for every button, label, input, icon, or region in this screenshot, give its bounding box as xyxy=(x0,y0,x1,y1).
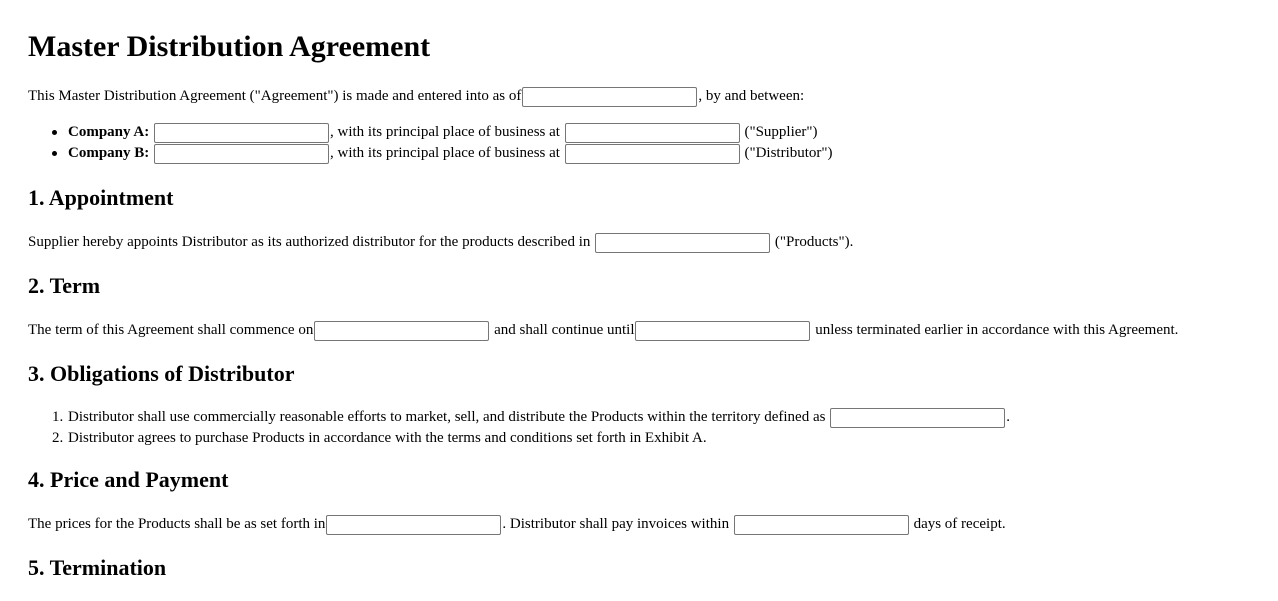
party-label: Company B: xyxy=(68,145,150,161)
section-heading-termination: 5. Termination xyxy=(28,555,167,580)
company-a-name-field[interactable] xyxy=(154,123,329,143)
obligation-text: Distributor agrees to purchase Products in accordance with the terms and conditions set forth in Exhibit A. xyxy=(68,430,707,446)
term-text: The term of this Agreement shall commence on xyxy=(28,322,314,338)
obligations-list xyxy=(28,407,1010,449)
company-b-name-field[interactable] xyxy=(154,144,329,164)
appointment-text-end: ("Products"). xyxy=(774,234,854,250)
price-text: The prices for the Products shall be as set forth in xyxy=(28,516,326,532)
party-text: , with its principal place of business at xyxy=(330,124,560,140)
section-heading-appointment: 1. Appointment xyxy=(28,185,174,210)
effective-date-field[interactable] xyxy=(522,87,697,107)
price-text-end: days of receipt. xyxy=(913,516,1006,532)
term-start-field[interactable] xyxy=(314,321,489,341)
parties-list xyxy=(28,122,833,164)
list-number: 1. xyxy=(52,409,64,425)
intro-text: This Master Distribution Agreement ("Agreement") is made and entered into as of xyxy=(28,88,522,104)
obligation-item xyxy=(28,428,1010,449)
intro-paragraph xyxy=(28,85,804,107)
party-label: Company A: xyxy=(68,124,150,140)
intro-text-end: , by and between: xyxy=(698,88,805,104)
obligation-item xyxy=(28,407,1010,428)
appointment-paragraph xyxy=(28,231,853,253)
section-heading-price-payment: 4. Price and Payment xyxy=(28,467,229,492)
party-item-company-a xyxy=(28,122,833,143)
obligation-text: Distributor shall use commercially reasonable efforts to market, sell, and distribute the Products within the territory defined as xyxy=(68,409,826,425)
company-b-address-field[interactable] xyxy=(565,144,740,164)
party-item-company-b xyxy=(28,143,833,164)
list-number: 2. xyxy=(52,430,64,446)
price-text-mid: . Distributor shall pay invoices within xyxy=(502,516,730,532)
price-paragraph xyxy=(28,513,1006,535)
party-role: ("Distributor") xyxy=(744,145,833,161)
products-field[interactable] xyxy=(595,233,770,253)
appointment-text: Supplier hereby appoints Distributor as its authorized distributor for the products described in xyxy=(28,234,591,250)
section-heading-obligations: 3. Obligations of Distributor xyxy=(28,361,295,386)
term-paragraph xyxy=(28,319,1178,341)
payment-days-field[interactable] xyxy=(734,515,909,535)
company-a-address-field[interactable] xyxy=(565,123,740,143)
term-end-field[interactable] xyxy=(635,321,810,341)
term-text-end: unless terminated earlier in accordance with this Agreement. xyxy=(815,322,1179,338)
term-text-mid: and shall continue until xyxy=(494,322,635,338)
price-reference-field[interactable] xyxy=(326,515,501,535)
section-heading-term: 2. Term xyxy=(28,273,101,298)
obligation-text-end: . xyxy=(1006,409,1010,425)
document-title: Master Distribution Agreement xyxy=(28,30,431,63)
party-text: , with its principal place of business at xyxy=(330,145,560,161)
party-role: ("Supplier") xyxy=(744,124,818,140)
territory-field[interactable] xyxy=(830,408,1005,428)
